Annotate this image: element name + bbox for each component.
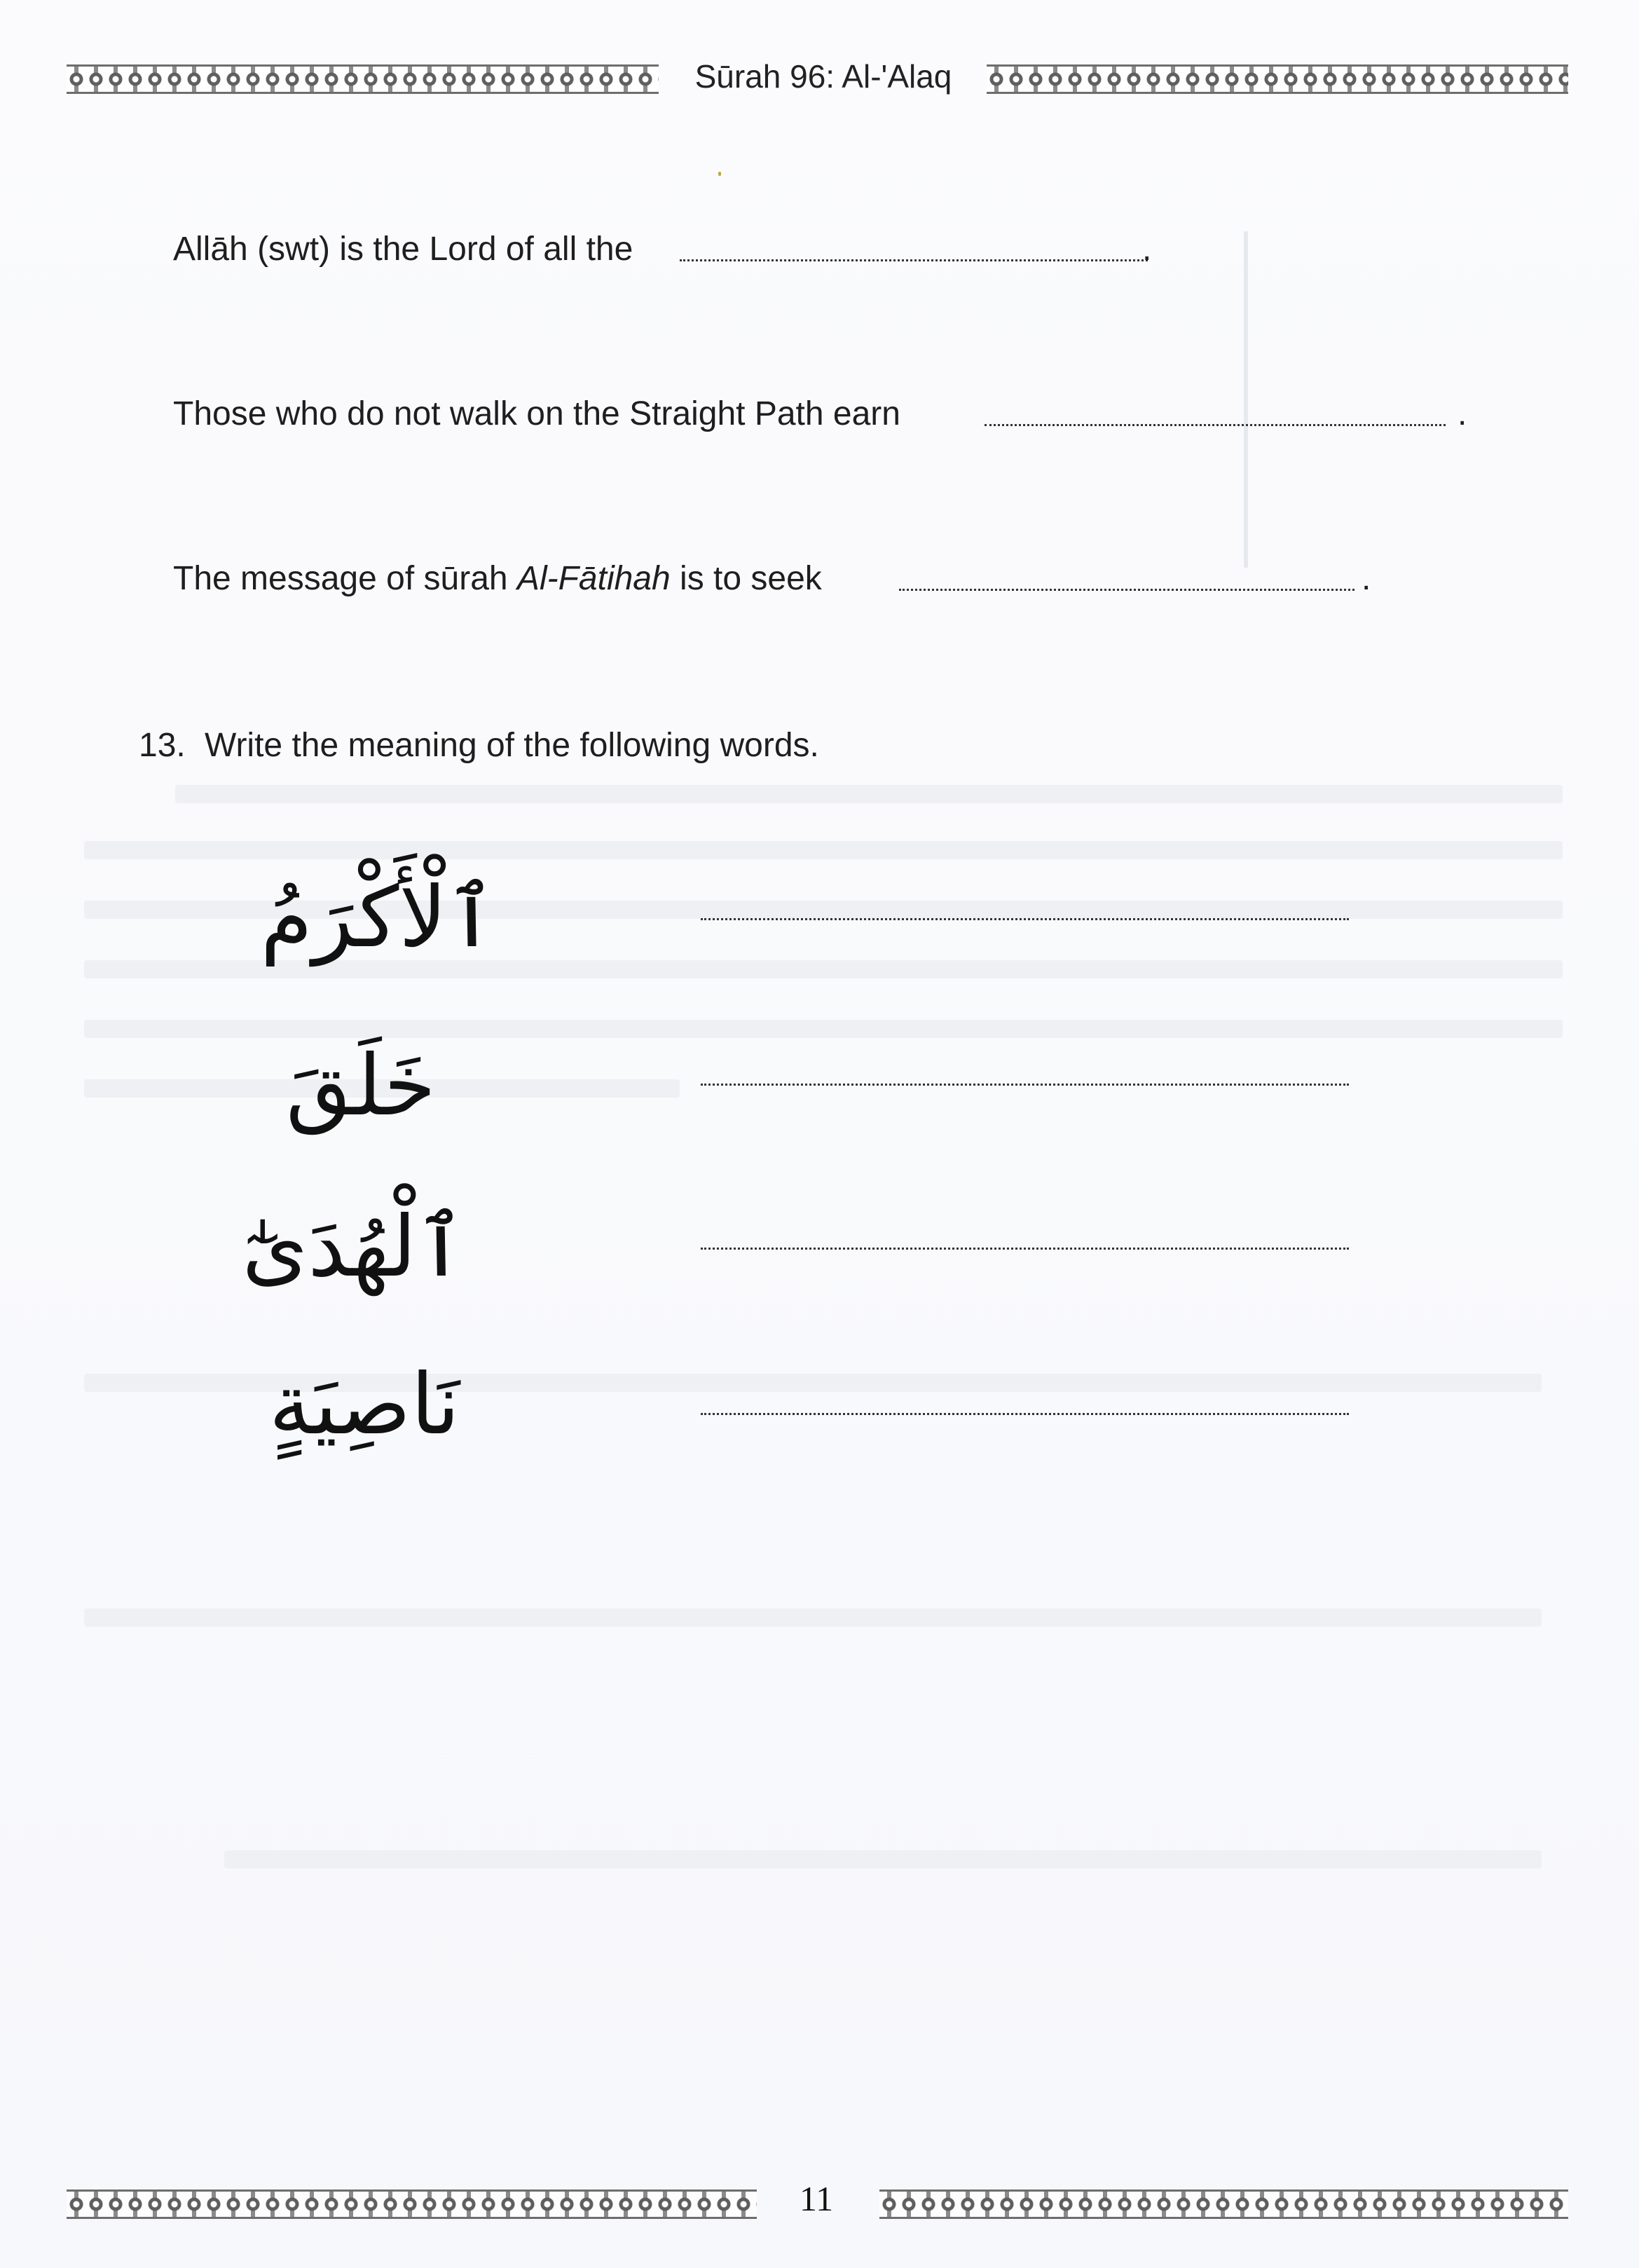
answer-blank-2[interactable] [985,424,1446,426]
arabic-word-3: ٱلْهُدَىٰٓ [242,1198,466,1296]
arabic-word-2: خَلَقَ [286,1037,436,1135]
meaning-blank-3[interactable] [701,1248,1349,1250]
question-number: 13. [139,727,186,764]
fill-in-sentence-2: Those who do not walk on the Straight Path earn [173,395,900,432]
arabic-word-1: ٱلْأَكْرَمُ [260,869,497,966]
arabic-word-4: نَاصِيَةٍ [268,1356,460,1454]
fill-in-sentence-3 [173,559,822,598]
page-number: 11 [799,2179,834,2218]
header-ornament-right [987,64,1568,94]
bleed-through-line [84,1020,1563,1038]
answer-blank-3[interactable] [899,589,1355,591]
sentence-3-suffix: is to seek [670,560,822,597]
meaning-blank-2[interactable] [701,1084,1349,1086]
header-ornament-left [67,64,659,94]
meaning-blank-1[interactable] [701,918,1349,920]
sentence-3-prefix: The message of sūrah [173,560,517,597]
surah-name-italic: Al-Fātihah [516,560,671,597]
running-header-title: Sūrah 96: Al-'Alaq [694,58,952,95]
paper-speck [718,172,721,176]
answer-blank-1[interactable] [680,259,1148,261]
bleed-through-line [175,785,1563,803]
bleed-through-line [84,841,1563,859]
footer-ornament-left [67,2190,757,2219]
bleed-through-line [84,1608,1542,1627]
sentence-1-period: . [1142,231,1152,268]
question-text: Write the meaning of the following words. [205,727,819,764]
bleed-through-bar [1244,231,1248,568]
footer-ornament-right [879,2190,1568,2219]
bleed-through-line [224,1850,1542,1869]
sentence-3-period: . [1362,560,1371,597]
fill-in-sentence-1: Allāh (swt) is the Lord of all the [173,231,633,268]
sentence-2-period: . [1458,395,1467,432]
meaning-blank-4[interactable] [701,1413,1349,1415]
